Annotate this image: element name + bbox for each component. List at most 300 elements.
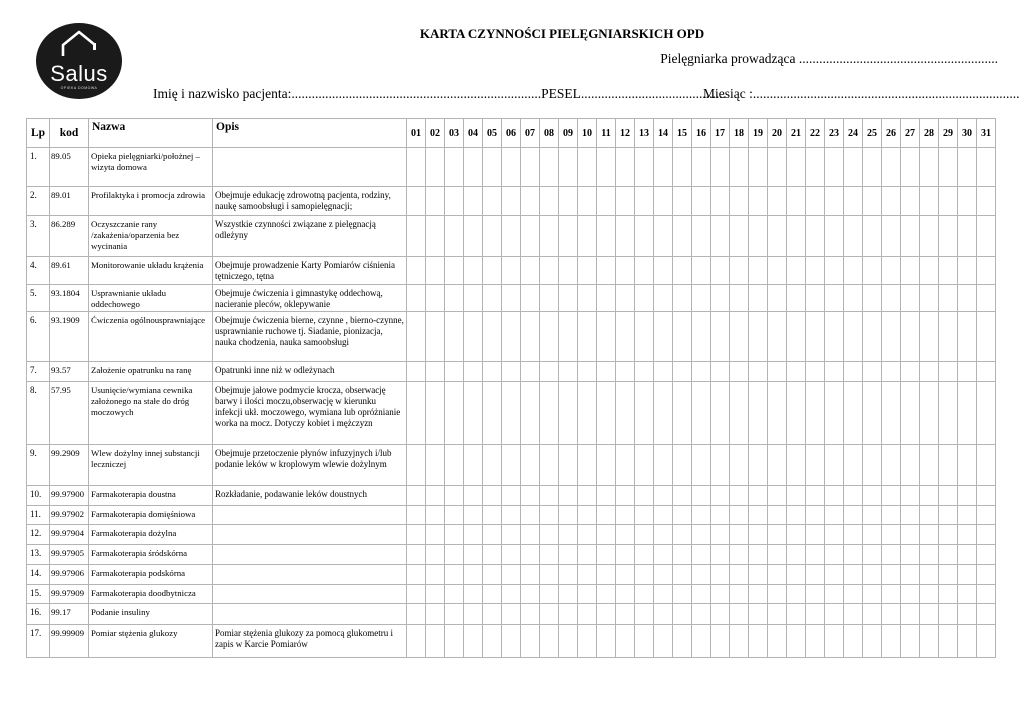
- day-cell-15[interactable]: [673, 445, 692, 486]
- day-cell-21[interactable]: [787, 445, 806, 486]
- day-cell-18[interactable]: [730, 382, 749, 445]
- day-cell-27[interactable]: [901, 525, 920, 545]
- day-cell-25[interactable]: [863, 285, 882, 312]
- day-cell-03[interactable]: [445, 565, 464, 585]
- day-cell-04[interactable]: [464, 382, 483, 445]
- day-cell-17[interactable]: [711, 625, 730, 658]
- day-cell-16[interactable]: [692, 545, 711, 565]
- day-cell-03[interactable]: [445, 525, 464, 545]
- day-cell-16[interactable]: [692, 565, 711, 585]
- day-cell-17[interactable]: [711, 312, 730, 362]
- day-cell-20[interactable]: [768, 585, 787, 604]
- day-cell-22[interactable]: [806, 216, 825, 257]
- day-cell-10[interactable]: [578, 545, 597, 565]
- day-cell-02[interactable]: [426, 312, 445, 362]
- day-cell-15[interactable]: [673, 148, 692, 187]
- day-cell-13[interactable]: [635, 382, 654, 445]
- day-cell-06[interactable]: [502, 187, 521, 216]
- day-cell-18[interactable]: [730, 565, 749, 585]
- day-cell-07[interactable]: [521, 216, 540, 257]
- day-cell-02[interactable]: [426, 486, 445, 506]
- day-cell-24[interactable]: [844, 585, 863, 604]
- day-cell-27[interactable]: [901, 545, 920, 565]
- day-cell-20[interactable]: [768, 565, 787, 585]
- day-cell-27[interactable]: [901, 312, 920, 362]
- day-cell-28[interactable]: [920, 285, 939, 312]
- day-cell-04[interactable]: [464, 216, 483, 257]
- day-cell-14[interactable]: [654, 585, 673, 604]
- day-cell-23[interactable]: [825, 257, 844, 285]
- day-cell-11[interactable]: [597, 362, 616, 382]
- day-cell-19[interactable]: [749, 604, 768, 625]
- day-cell-29[interactable]: [939, 148, 958, 187]
- day-cell-03[interactable]: [445, 486, 464, 506]
- day-cell-25[interactable]: [863, 604, 882, 625]
- day-cell-08[interactable]: [540, 585, 559, 604]
- day-cell-05[interactable]: [483, 285, 502, 312]
- day-cell-22[interactable]: [806, 506, 825, 525]
- day-cell-23[interactable]: [825, 382, 844, 445]
- day-cell-22[interactable]: [806, 312, 825, 362]
- day-cell-06[interactable]: [502, 216, 521, 257]
- day-cell-10[interactable]: [578, 585, 597, 604]
- day-cell-11[interactable]: [597, 216, 616, 257]
- day-cell-03[interactable]: [445, 545, 464, 565]
- day-cell-16[interactable]: [692, 187, 711, 216]
- day-cell-05[interactable]: [483, 216, 502, 257]
- day-cell-16[interactable]: [692, 257, 711, 285]
- day-cell-07[interactable]: [521, 525, 540, 545]
- day-cell-26[interactable]: [882, 445, 901, 486]
- day-cell-29[interactable]: [939, 486, 958, 506]
- day-cell-01[interactable]: [407, 545, 426, 565]
- day-cell-28[interactable]: [920, 525, 939, 545]
- day-cell-09[interactable]: [559, 565, 578, 585]
- day-cell-19[interactable]: [749, 382, 768, 445]
- day-cell-12[interactable]: [616, 625, 635, 658]
- day-cell-14[interactable]: [654, 625, 673, 658]
- day-cell-04[interactable]: [464, 445, 483, 486]
- day-cell-09[interactable]: [559, 362, 578, 382]
- day-cell-09[interactable]: [559, 585, 578, 604]
- day-cell-27[interactable]: [901, 216, 920, 257]
- day-cell-28[interactable]: [920, 257, 939, 285]
- day-cell-01[interactable]: [407, 362, 426, 382]
- day-cell-12[interactable]: [616, 148, 635, 187]
- day-cell-05[interactable]: [483, 362, 502, 382]
- day-cell-06[interactable]: [502, 312, 521, 362]
- day-cell-16[interactable]: [692, 216, 711, 257]
- day-cell-04[interactable]: [464, 285, 483, 312]
- day-cell-17[interactable]: [711, 382, 730, 445]
- day-cell-05[interactable]: [483, 625, 502, 658]
- day-cell-27[interactable]: [901, 445, 920, 486]
- day-cell-23[interactable]: [825, 312, 844, 362]
- day-cell-23[interactable]: [825, 187, 844, 216]
- day-cell-01[interactable]: [407, 525, 426, 545]
- day-cell-22[interactable]: [806, 382, 825, 445]
- day-cell-30[interactable]: [958, 257, 977, 285]
- day-cell-04[interactable]: [464, 187, 483, 216]
- day-cell-24[interactable]: [844, 565, 863, 585]
- day-cell-21[interactable]: [787, 257, 806, 285]
- day-cell-03[interactable]: [445, 257, 464, 285]
- day-cell-27[interactable]: [901, 257, 920, 285]
- day-cell-03[interactable]: [445, 604, 464, 625]
- day-cell-12[interactable]: [616, 585, 635, 604]
- day-cell-22[interactable]: [806, 285, 825, 312]
- day-cell-13[interactable]: [635, 445, 654, 486]
- day-cell-02[interactable]: [426, 525, 445, 545]
- day-cell-17[interactable]: [711, 525, 730, 545]
- day-cell-29[interactable]: [939, 625, 958, 658]
- day-cell-21[interactable]: [787, 565, 806, 585]
- day-cell-18[interactable]: [730, 506, 749, 525]
- day-cell-17[interactable]: [711, 362, 730, 382]
- day-cell-26[interactable]: [882, 187, 901, 216]
- day-cell-27[interactable]: [901, 285, 920, 312]
- day-cell-10[interactable]: [578, 565, 597, 585]
- day-cell-11[interactable]: [597, 604, 616, 625]
- day-cell-11[interactable]: [597, 257, 616, 285]
- day-cell-24[interactable]: [844, 362, 863, 382]
- day-cell-11[interactable]: [597, 625, 616, 658]
- day-cell-28[interactable]: [920, 565, 939, 585]
- day-cell-19[interactable]: [749, 216, 768, 257]
- day-cell-21[interactable]: [787, 187, 806, 216]
- day-cell-03[interactable]: [445, 382, 464, 445]
- day-cell-05[interactable]: [483, 312, 502, 362]
- day-cell-08[interactable]: [540, 148, 559, 187]
- day-cell-30[interactable]: [958, 525, 977, 545]
- day-cell-26[interactable]: [882, 486, 901, 506]
- day-cell-02[interactable]: [426, 216, 445, 257]
- day-cell-23[interactable]: [825, 285, 844, 312]
- day-cell-24[interactable]: [844, 187, 863, 216]
- day-cell-20[interactable]: [768, 445, 787, 486]
- day-cell-23[interactable]: [825, 486, 844, 506]
- day-cell-12[interactable]: [616, 312, 635, 362]
- day-cell-11[interactable]: [597, 506, 616, 525]
- day-cell-12[interactable]: [616, 187, 635, 216]
- day-cell-11[interactable]: [597, 585, 616, 604]
- day-cell-20[interactable]: [768, 604, 787, 625]
- day-cell-29[interactable]: [939, 312, 958, 362]
- day-cell-28[interactable]: [920, 187, 939, 216]
- day-cell-03[interactable]: [445, 362, 464, 382]
- day-cell-16[interactable]: [692, 585, 711, 604]
- day-cell-07[interactable]: [521, 445, 540, 486]
- day-cell-31[interactable]: [977, 506, 996, 525]
- day-cell-20[interactable]: [768, 187, 787, 216]
- day-cell-16[interactable]: [692, 285, 711, 312]
- day-cell-09[interactable]: [559, 148, 578, 187]
- day-cell-08[interactable]: [540, 382, 559, 445]
- day-cell-14[interactable]: [654, 312, 673, 362]
- day-cell-16[interactable]: [692, 312, 711, 362]
- day-cell-21[interactable]: [787, 362, 806, 382]
- day-cell-15[interactable]: [673, 545, 692, 565]
- day-cell-10[interactable]: [578, 216, 597, 257]
- day-cell-05[interactable]: [483, 445, 502, 486]
- day-cell-25[interactable]: [863, 585, 882, 604]
- day-cell-12[interactable]: [616, 445, 635, 486]
- day-cell-06[interactable]: [502, 382, 521, 445]
- day-cell-12[interactable]: [616, 285, 635, 312]
- day-cell-08[interactable]: [540, 506, 559, 525]
- day-cell-17[interactable]: [711, 486, 730, 506]
- day-cell-26[interactable]: [882, 382, 901, 445]
- day-cell-07[interactable]: [521, 506, 540, 525]
- day-cell-14[interactable]: [654, 187, 673, 216]
- day-cell-04[interactable]: [464, 565, 483, 585]
- day-cell-15[interactable]: [673, 312, 692, 362]
- day-cell-03[interactable]: [445, 148, 464, 187]
- day-cell-24[interactable]: [844, 486, 863, 506]
- day-cell-12[interactable]: [616, 545, 635, 565]
- day-cell-16[interactable]: [692, 486, 711, 506]
- day-cell-30[interactable]: [958, 445, 977, 486]
- day-cell-15[interactable]: [673, 187, 692, 216]
- day-cell-25[interactable]: [863, 445, 882, 486]
- day-cell-12[interactable]: [616, 506, 635, 525]
- day-cell-31[interactable]: [977, 312, 996, 362]
- day-cell-01[interactable]: [407, 445, 426, 486]
- day-cell-14[interactable]: [654, 216, 673, 257]
- day-cell-24[interactable]: [844, 382, 863, 445]
- day-cell-05[interactable]: [483, 187, 502, 216]
- day-cell-08[interactable]: [540, 362, 559, 382]
- day-cell-07[interactable]: [521, 382, 540, 445]
- day-cell-26[interactable]: [882, 148, 901, 187]
- day-cell-23[interactable]: [825, 525, 844, 545]
- day-cell-04[interactable]: [464, 312, 483, 362]
- day-cell-01[interactable]: [407, 565, 426, 585]
- day-cell-24[interactable]: [844, 216, 863, 257]
- day-cell-01[interactable]: [407, 257, 426, 285]
- day-cell-23[interactable]: [825, 362, 844, 382]
- day-cell-08[interactable]: [540, 216, 559, 257]
- day-cell-13[interactable]: [635, 216, 654, 257]
- day-cell-05[interactable]: [483, 382, 502, 445]
- day-cell-09[interactable]: [559, 382, 578, 445]
- day-cell-07[interactable]: [521, 545, 540, 565]
- day-cell-08[interactable]: [540, 565, 559, 585]
- day-cell-01[interactable]: [407, 285, 426, 312]
- day-cell-21[interactable]: [787, 604, 806, 625]
- day-cell-04[interactable]: [464, 506, 483, 525]
- day-cell-05[interactable]: [483, 585, 502, 604]
- day-cell-31[interactable]: [977, 525, 996, 545]
- day-cell-27[interactable]: [901, 382, 920, 445]
- day-cell-03[interactable]: [445, 285, 464, 312]
- day-cell-03[interactable]: [445, 585, 464, 604]
- day-cell-19[interactable]: [749, 565, 768, 585]
- day-cell-30[interactable]: [958, 362, 977, 382]
- day-cell-22[interactable]: [806, 545, 825, 565]
- day-cell-02[interactable]: [426, 257, 445, 285]
- day-cell-15[interactable]: [673, 382, 692, 445]
- day-cell-31[interactable]: [977, 486, 996, 506]
- day-cell-23[interactable]: [825, 585, 844, 604]
- day-cell-10[interactable]: [578, 445, 597, 486]
- day-cell-16[interactable]: [692, 445, 711, 486]
- day-cell-25[interactable]: [863, 525, 882, 545]
- day-cell-25[interactable]: [863, 545, 882, 565]
- day-cell-08[interactable]: [540, 625, 559, 658]
- day-cell-07[interactable]: [521, 148, 540, 187]
- day-cell-31[interactable]: [977, 545, 996, 565]
- day-cell-30[interactable]: [958, 565, 977, 585]
- day-cell-20[interactable]: [768, 285, 787, 312]
- day-cell-14[interactable]: [654, 362, 673, 382]
- day-cell-15[interactable]: [673, 506, 692, 525]
- day-cell-02[interactable]: [426, 445, 445, 486]
- day-cell-17[interactable]: [711, 565, 730, 585]
- day-cell-29[interactable]: [939, 382, 958, 445]
- day-cell-10[interactable]: [578, 312, 597, 362]
- day-cell-22[interactable]: [806, 525, 825, 545]
- day-cell-25[interactable]: [863, 565, 882, 585]
- day-cell-28[interactable]: [920, 445, 939, 486]
- day-cell-05[interactable]: [483, 486, 502, 506]
- day-cell-04[interactable]: [464, 148, 483, 187]
- day-cell-18[interactable]: [730, 216, 749, 257]
- day-cell-28[interactable]: [920, 506, 939, 525]
- day-cell-07[interactable]: [521, 565, 540, 585]
- day-cell-15[interactable]: [673, 486, 692, 506]
- day-cell-04[interactable]: [464, 545, 483, 565]
- day-cell-26[interactable]: [882, 285, 901, 312]
- day-cell-08[interactable]: [540, 545, 559, 565]
- day-cell-13[interactable]: [635, 565, 654, 585]
- day-cell-20[interactable]: [768, 382, 787, 445]
- day-cell-12[interactable]: [616, 604, 635, 625]
- day-cell-28[interactable]: [920, 545, 939, 565]
- day-cell-20[interactable]: [768, 216, 787, 257]
- day-cell-21[interactable]: [787, 216, 806, 257]
- day-cell-11[interactable]: [597, 382, 616, 445]
- day-cell-22[interactable]: [806, 148, 825, 187]
- day-cell-18[interactable]: [730, 148, 749, 187]
- day-cell-14[interactable]: [654, 525, 673, 545]
- day-cell-13[interactable]: [635, 625, 654, 658]
- day-cell-31[interactable]: [977, 285, 996, 312]
- day-cell-31[interactable]: [977, 216, 996, 257]
- day-cell-09[interactable]: [559, 445, 578, 486]
- day-cell-23[interactable]: [825, 545, 844, 565]
- day-cell-03[interactable]: [445, 216, 464, 257]
- day-cell-18[interactable]: [730, 545, 749, 565]
- day-cell-07[interactable]: [521, 257, 540, 285]
- day-cell-01[interactable]: [407, 604, 426, 625]
- day-cell-13[interactable]: [635, 604, 654, 625]
- day-cell-15[interactable]: [673, 525, 692, 545]
- day-cell-16[interactable]: [692, 148, 711, 187]
- day-cell-06[interactable]: [502, 148, 521, 187]
- day-cell-14[interactable]: [654, 257, 673, 285]
- day-cell-18[interactable]: [730, 285, 749, 312]
- day-cell-25[interactable]: [863, 382, 882, 445]
- day-cell-01[interactable]: [407, 148, 426, 187]
- day-cell-10[interactable]: [578, 362, 597, 382]
- day-cell-11[interactable]: [597, 285, 616, 312]
- day-cell-12[interactable]: [616, 525, 635, 545]
- day-cell-11[interactable]: [597, 445, 616, 486]
- day-cell-03[interactable]: [445, 445, 464, 486]
- day-cell-22[interactable]: [806, 585, 825, 604]
- day-cell-24[interactable]: [844, 525, 863, 545]
- day-cell-25[interactable]: [863, 362, 882, 382]
- day-cell-19[interactable]: [749, 445, 768, 486]
- day-cell-12[interactable]: [616, 382, 635, 445]
- day-cell-13[interactable]: [635, 148, 654, 187]
- day-cell-28[interactable]: [920, 604, 939, 625]
- day-cell-29[interactable]: [939, 257, 958, 285]
- day-cell-09[interactable]: [559, 187, 578, 216]
- day-cell-06[interactable]: [502, 486, 521, 506]
- day-cell-30[interactable]: [958, 585, 977, 604]
- day-cell-22[interactable]: [806, 187, 825, 216]
- day-cell-06[interactable]: [502, 565, 521, 585]
- day-cell-20[interactable]: [768, 486, 787, 506]
- day-cell-31[interactable]: [977, 382, 996, 445]
- day-cell-05[interactable]: [483, 257, 502, 285]
- day-cell-17[interactable]: [711, 506, 730, 525]
- day-cell-13[interactable]: [635, 506, 654, 525]
- day-cell-24[interactable]: [844, 506, 863, 525]
- day-cell-23[interactable]: [825, 445, 844, 486]
- day-cell-04[interactable]: [464, 604, 483, 625]
- day-cell-02[interactable]: [426, 148, 445, 187]
- day-cell-28[interactable]: [920, 382, 939, 445]
- day-cell-25[interactable]: [863, 486, 882, 506]
- day-cell-03[interactable]: [445, 312, 464, 362]
- day-cell-02[interactable]: [426, 604, 445, 625]
- day-cell-21[interactable]: [787, 585, 806, 604]
- day-cell-31[interactable]: [977, 445, 996, 486]
- day-cell-17[interactable]: [711, 585, 730, 604]
- day-cell-23[interactable]: [825, 604, 844, 625]
- day-cell-26[interactable]: [882, 604, 901, 625]
- day-cell-31[interactable]: [977, 625, 996, 658]
- day-cell-01[interactable]: [407, 382, 426, 445]
- day-cell-22[interactable]: [806, 565, 825, 585]
- day-cell-07[interactable]: [521, 362, 540, 382]
- day-cell-14[interactable]: [654, 148, 673, 187]
- day-cell-05[interactable]: [483, 565, 502, 585]
- day-cell-02[interactable]: [426, 565, 445, 585]
- day-cell-15[interactable]: [673, 625, 692, 658]
- day-cell-16[interactable]: [692, 382, 711, 445]
- day-cell-20[interactable]: [768, 545, 787, 565]
- day-cell-20[interactable]: [768, 312, 787, 362]
- day-cell-26[interactable]: [882, 565, 901, 585]
- day-cell-17[interactable]: [711, 285, 730, 312]
- day-cell-19[interactable]: [749, 187, 768, 216]
- day-cell-19[interactable]: [749, 625, 768, 658]
- day-cell-28[interactable]: [920, 148, 939, 187]
- day-cell-02[interactable]: [426, 545, 445, 565]
- day-cell-04[interactable]: [464, 486, 483, 506]
- day-cell-23[interactable]: [825, 565, 844, 585]
- day-cell-04[interactable]: [464, 362, 483, 382]
- day-cell-08[interactable]: [540, 285, 559, 312]
- day-cell-19[interactable]: [749, 525, 768, 545]
- day-cell-08[interactable]: [540, 257, 559, 285]
- day-cell-28[interactable]: [920, 362, 939, 382]
- day-cell-29[interactable]: [939, 187, 958, 216]
